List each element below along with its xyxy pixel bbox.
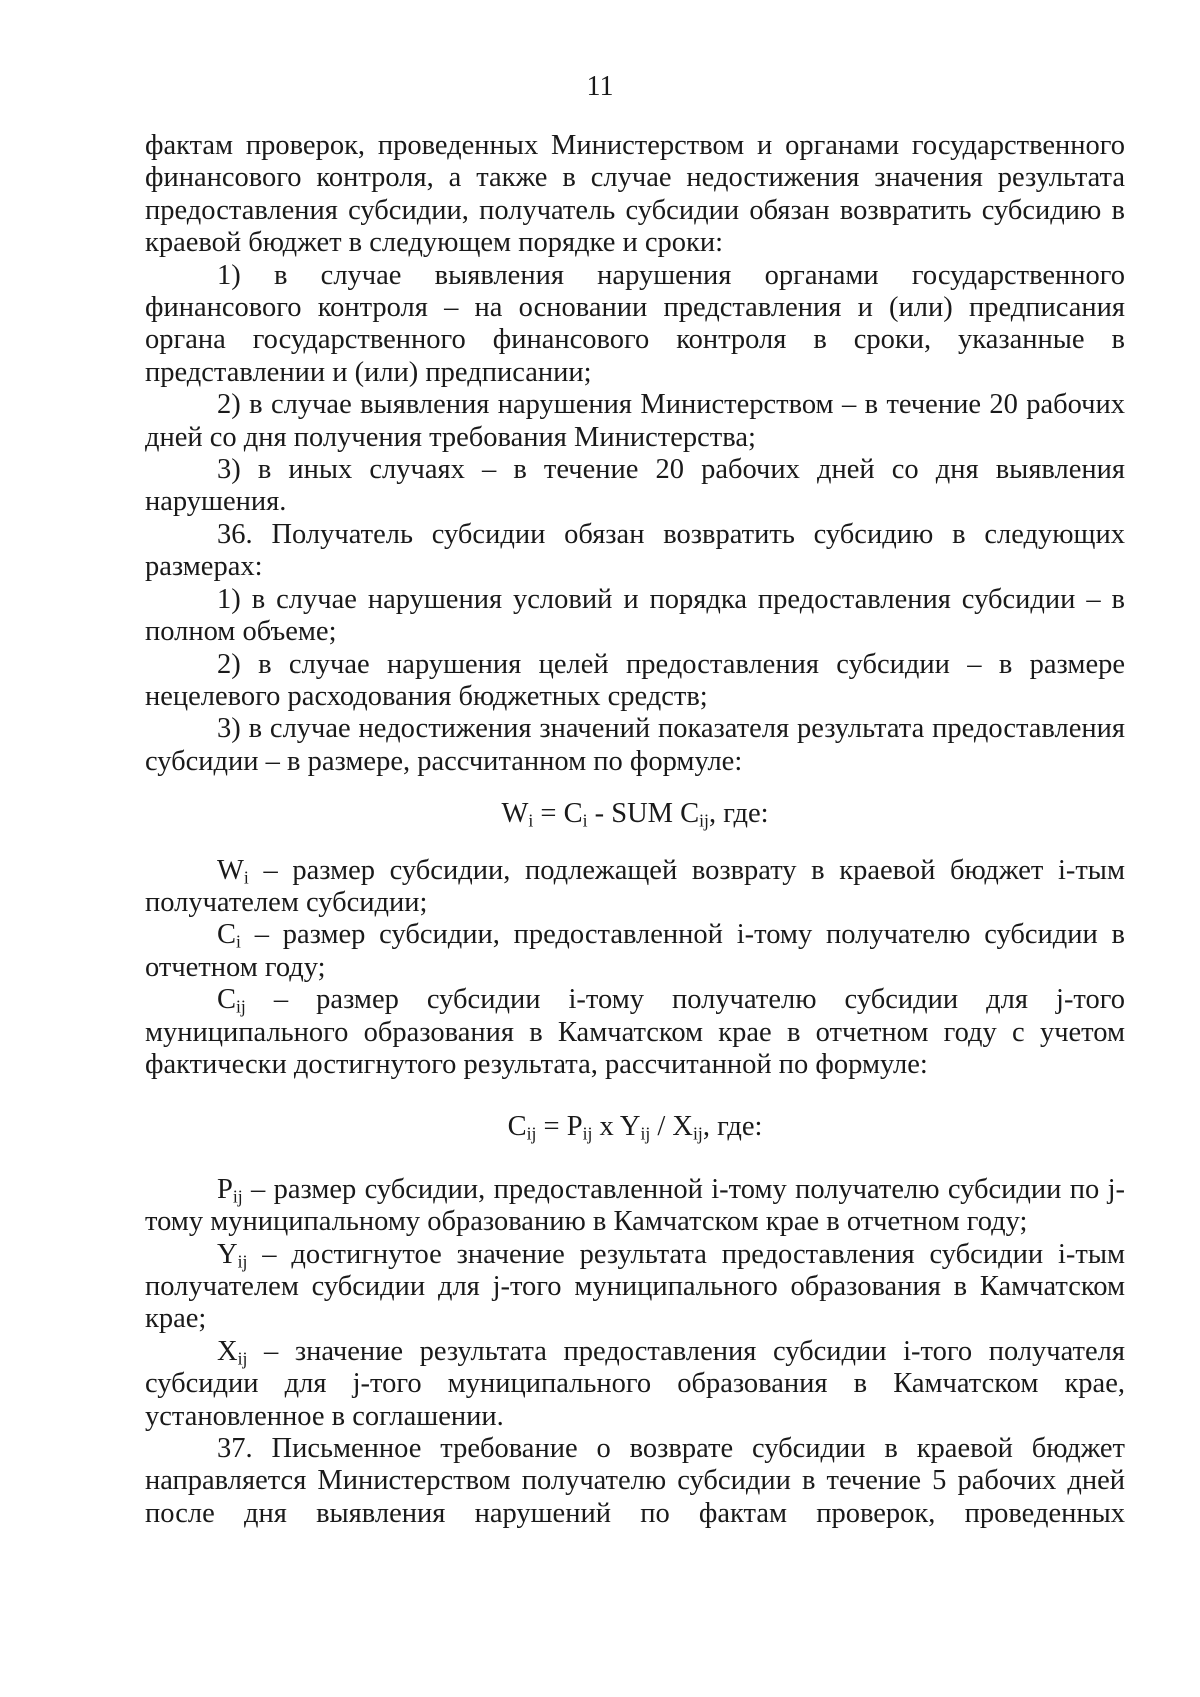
formula-return-amount: $W_i = C_i$ - SUM $C_{ij}$, где: — [501, 798, 769, 831]
item-36-3: 3) в случае недостижения значений показателя результата предоставления субсидии – в размере, рассчитанном по формуле: — [145, 713, 1125, 777]
item-36-2: 2) в случае нарушения целей предоставления субсидии – в размере нецелевого расходования бюджетных средств; — [145, 648, 1125, 712]
page-number: 11 — [586, 71, 614, 102]
definition-cij: $C_{ij}$ – размер субсидии i-тому получателю субсидии для j-того муниципального образования в Камчатском крае в отчетном году с учетом фактически достигнутого результата, рассчитанной по формуле: — [145, 984, 1125, 1080]
item-2-ministry: 2) в случае выявления нарушения Министерством – в течение 20 рабочих дней со дня получения требования Министерства; — [145, 389, 1125, 453]
definition-yij: $Y_{ij}$ – достигнутое значение результата предоставления субсидии i-тым получателем субсидии для j-того муниципального образования в Камчатском крае; — [145, 1238, 1125, 1335]
definition-ci: $C_i$ – размер субсидии, предоставленной i-тому получателю субсидии в отчетном году; — [145, 919, 1125, 983]
paragraph-continuation: фактам проверок, проведенных Министерством и органами государственного финансового контроля, а также в случае недостижения значения результата предоставления субсидии, получатель субсидии обязан возвратить субсидию в краевой бюджет в следующем порядке и сроки: — [145, 130, 1125, 259]
item-1-financial-control: 1) в случае выявления нарушения органами государственного финансового контроля – на основании представления и (или) предписания органа государственного финансового контроля в сроки, указанные в представлении и (или) предписании; — [145, 259, 1125, 388]
definition-xij: $X_{ij}$ – значение результата предоставления субсидии i-того получателя субсидии для j-того муниципального образования в Камчатском крае, установленное в соглашении. — [145, 1335, 1125, 1432]
item-36-1: 1) в случае нарушения условий и порядка предоставления субсидии – в полном объеме; — [145, 583, 1125, 648]
formula-cij: $C_{ij} = P_{ij}$ x $Y_{ij} / X_{ij}$, где: — [507, 1111, 763, 1144]
definition-wi: $W_i$ – размер субсидии, подлежащей возврату в краевой бюджет i-тым получателем субсидии; — [145, 854, 1125, 918]
definition-pij: $P_{ij}$ – размер субсидии, предоставленной i-тому получателю субсидии по j-тому муниципальному образованию в Камчатском крае в отчетном году; — [145, 1173, 1125, 1238]
item-3-other-cases: 3) в иных случаях – в течение 20 рабочих дней со дня выявления нарушения. — [145, 454, 1125, 518]
document-body — [145, 130, 1125, 1530]
paragraph-36: 36. Получатель субсидии обязан возвратить субсидию в следующих размерах: — [145, 518, 1125, 583]
paragraph-37: 37. Письменное требование о возврате субсидии в краевой бюджет направляется Министерством получателю субсидии в течение 5 рабочих дней после дня выявления нарушений по фактам проверок, проведенных — [145, 1433, 1125, 1529]
